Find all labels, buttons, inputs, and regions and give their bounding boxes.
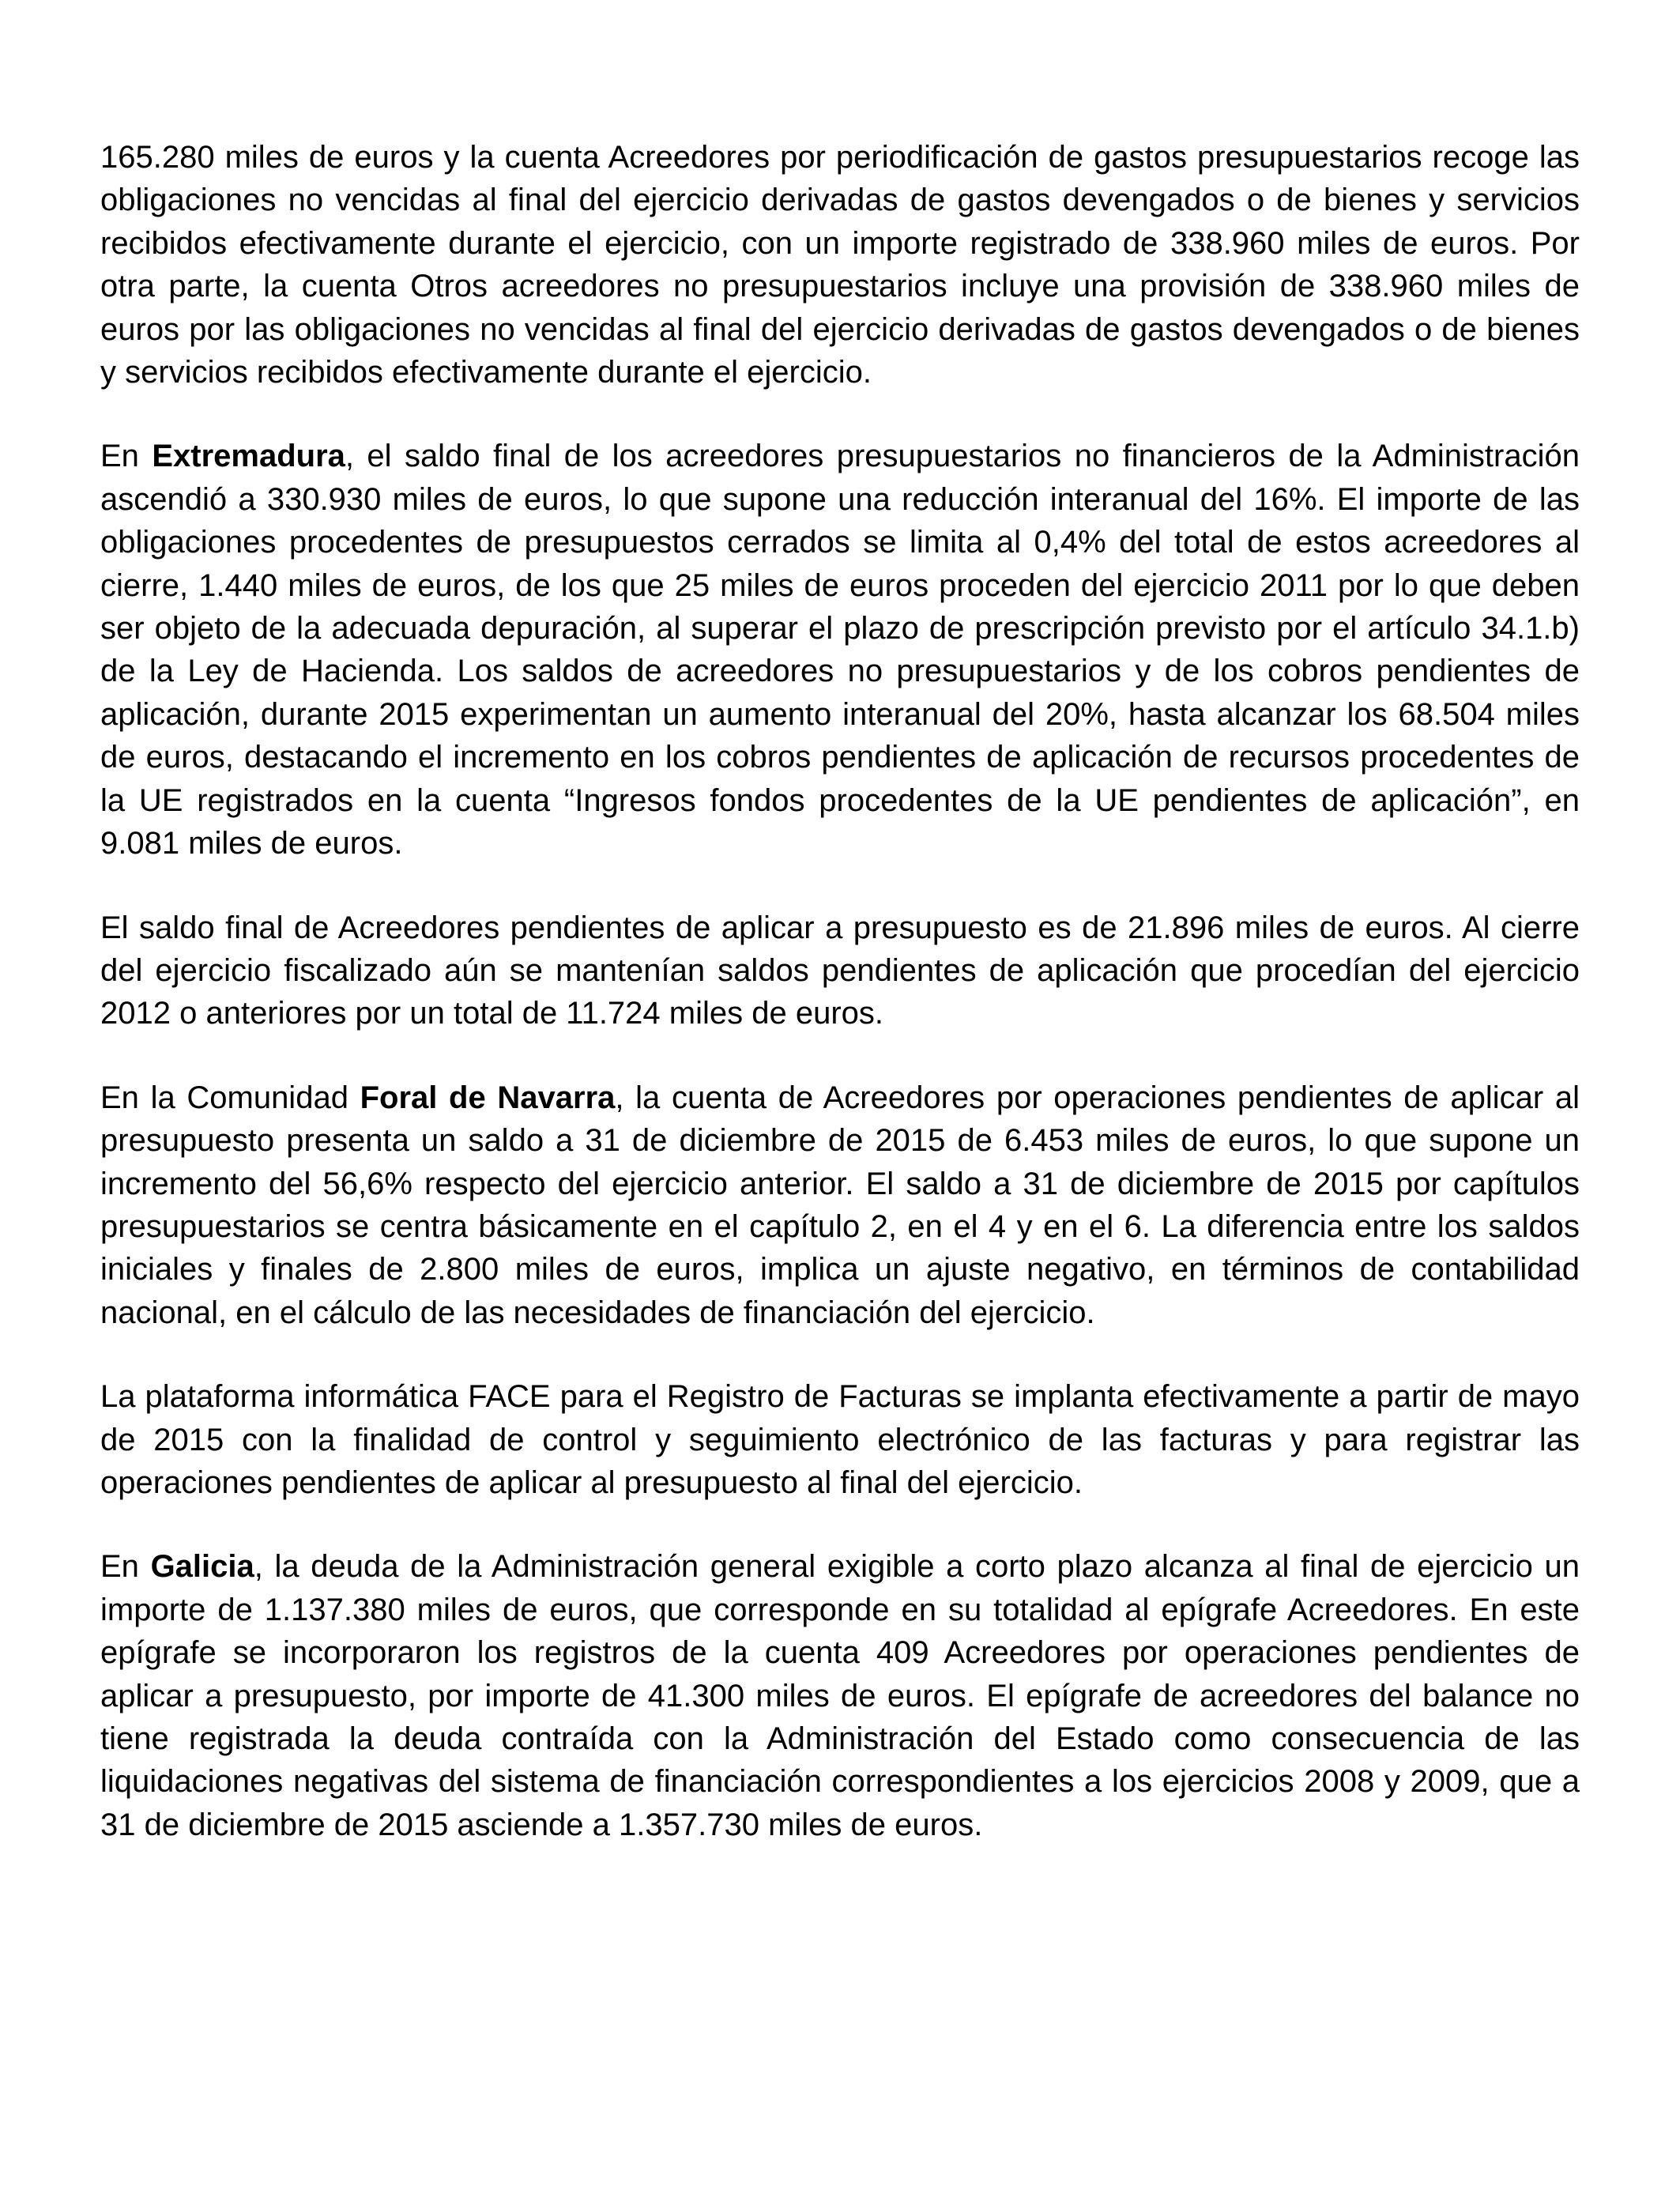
paragraph-text: , la cuenta de Acreedores por operaciones pendientes de aplicar al presupuesto presenta un saldo a 31 de diciembre de 2015 de 6.453 miles de euros, lo que supone un incremento del 56,6% respecto del ejercicio anterior. El saldo a 31 de diciembre de 2015 por capítulos presupuestarios se centra básicamente en el capítulo 2, en el 4 y en el 6. La diferencia entre los saldos iniciales y finales de 2.800 miles de euros, implica un ajuste negativo, en términos de contabilidad nacional, en el cálculo de las necesidades de financiación del ejercicio. bbox=[100, 1080, 1580, 1330]
paragraph-text-lead: En bbox=[100, 439, 153, 474]
paragraph-text: , la deuda de la Administración general exigible a corto plazo alcanza al final de ejercicio un importe de 1.137.380 miles de euros, que corresponde en su totalidad al epígrafe Acreedores. En este epígrafe se incorporaron los registros de la cuenta 409 Acreedores por operaciones pendientes de aplicar a presupuesto, por importe de 41.300 miles de euros. El epígrafe de acreedores del balance no tiene registrada la deuda contraída con la Administración del Estado como consecuencia de las liquidaciones negativas del sistema de financiación correspondientes a los ejercicios 2008 y 2009, que a 31 de diciembre de 2015 asciende a 1.357.730 miles de euros. bbox=[100, 1549, 1580, 1842]
paragraph-continuation bbox=[100, 136, 1580, 394]
region-name-bold: Foral de Navarra bbox=[360, 1080, 616, 1115]
paragraph-extremadura bbox=[100, 435, 1580, 865]
paragraph-text-lead: En la Comunidad bbox=[100, 1080, 360, 1115]
document-page bbox=[100, 136, 1580, 1887]
paragraph-navarra bbox=[100, 1076, 1580, 1334]
paragraph-extremadura-acreedores bbox=[100, 907, 1580, 1035]
paragraph-text: 165.280 miles de euros y la cuenta Acreedores por periodificación de gastos presupuestarios recoge las obligaciones no vencidas al final del ejercicio derivadas de gastos devengados o de bienes y servicios recibidos efectivamente durante el ejercicio, con un importe registrado de 338.960 miles de euros. Por otra parte, la cuenta Otros acreedores no presupuestarios incluye una provisión de 338.960 miles de euros por las obligaciones no vencidas al final del ejercicio derivadas de gastos devengados o de bienes y servicios recibidos efectivamente durante el ejercicio. bbox=[100, 140, 1580, 390]
region-name-bold: Galicia bbox=[150, 1549, 254, 1585]
paragraph-text: , el saldo final de los acreedores presupuestarios no financieros de la Administración ascendió a 330.930 miles de euros, lo que supone una reducción interanual del 16%. El importe de las obligaciones procedentes de presupuestos cerrados se limita al 0,4% del total de estos acreedores al cierre, 1.440 miles de euros, de los que 25 miles de euros proceden del ejercicio 2011 por lo que deben ser objeto de la adecuada depuración, al superar el plazo de prescripción previsto por el artículo 34.1.b) de la Ley de Hacienda. Los saldos de acreedores no presupuestarios y de los cobros pendientes de aplicación, durante 2015 experimentan un aumento interanual del 20%, hasta alcanzar los 68.504 miles de euros, destacando el incremento en los cobros pendientes de aplicación de recursos procedentes de la UE registrados en la cuenta “Ingresos fondos procedentes de la UE pendientes de aplicación”, en 9.081 miles de euros. bbox=[100, 439, 1580, 861]
paragraph-text: La plataforma informática FACE para el Registro de Facturas se implanta efectivamente a partir de mayo de 2015 con la finalidad de control y seguimiento electrónico de las facturas y para registrar las operaciones pendientes de aplicar al presupuesto al final del ejercicio. bbox=[100, 1379, 1580, 1500]
paragraph-text: El saldo final de Acreedores pendientes de aplicar a presupuesto es de 21.896 miles de euros. Al cierre del ejercicio fiscalizado aún se mantenían saldos pendientes de aplicación que procedían del ejercicio 2012 o anteriores por un total de 11.724 miles de euros. bbox=[100, 910, 1580, 1031]
paragraph-face bbox=[100, 1375, 1580, 1504]
paragraph-text-lead: En bbox=[100, 1549, 151, 1585]
paragraph-galicia bbox=[100, 1545, 1580, 1846]
region-name-bold: Extremadura bbox=[152, 439, 345, 474]
